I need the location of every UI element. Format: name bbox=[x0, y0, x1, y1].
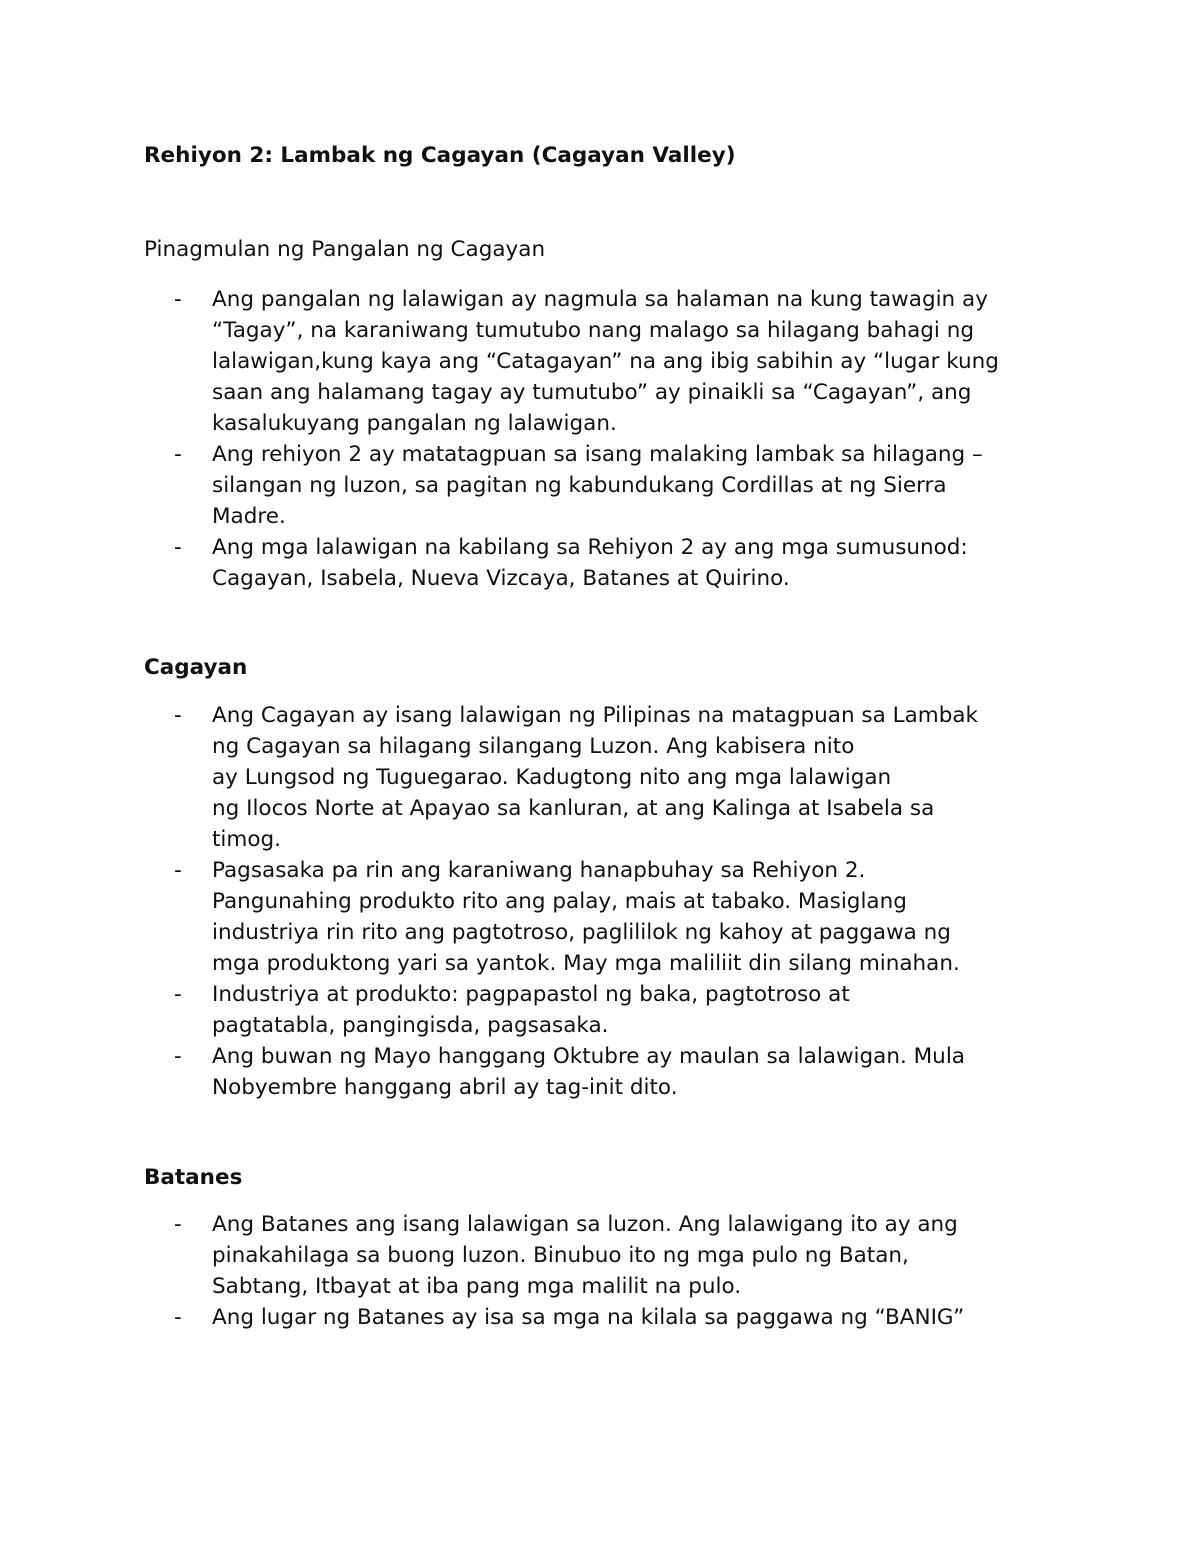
list-item bbox=[144, 700, 1064, 855]
bullet-dash: - bbox=[174, 442, 182, 467]
text-line: industriya rin rito ang pagtotroso, paglililok ng kahoy at paggawa ng bbox=[212, 920, 951, 945]
list-item bbox=[144, 439, 1064, 532]
page-title: Rehiyon 2: Lambak ng Cagayan (Cagayan Valley) bbox=[144, 143, 736, 168]
text-line: pinakahilaga sa buong luzon. Binubuo ito ng mga pulo ng Batan, bbox=[212, 1243, 909, 1268]
cagayan-bullet-list bbox=[144, 700, 1064, 1103]
batanes-heading: Batanes bbox=[144, 1165, 243, 1190]
text-line: Pangunahing produkto rito ang palay, mais at tabako. Masiglang bbox=[212, 889, 907, 914]
list-item bbox=[144, 1302, 1064, 1333]
text-line: lalawigan,kung kaya ang “Catagayan” na ang ibig sabihin ay “lugar kung bbox=[212, 349, 999, 374]
text-line: pagtatabla, pangingisda, pagsasaka. bbox=[212, 1013, 609, 1038]
bullet-dash: - bbox=[174, 982, 182, 1007]
bullet-dash: - bbox=[174, 858, 182, 883]
text-line: Nobyembre hanggang abril ay tag-init dito. bbox=[212, 1075, 678, 1100]
list-item bbox=[144, 979, 1064, 1041]
bullet-dash: - bbox=[174, 1212, 182, 1237]
text-line: Ang lugar ng Batanes ay isa sa mga na kilala sa paggawa ng “BANIG” bbox=[212, 1305, 965, 1330]
text-line: ng Cagayan sa hilagang silangang Luzon. Ang kabisera nito bbox=[212, 734, 855, 759]
bullet-dash: - bbox=[174, 1044, 182, 1069]
text-line: mga produktong yari sa yantok. May mga maliliit din silang minahan. bbox=[212, 951, 960, 976]
bullet-dash: - bbox=[174, 535, 182, 560]
list-item bbox=[144, 284, 1064, 439]
bullet-dash: - bbox=[174, 1305, 182, 1330]
text-line: Ang Batanes ang isang lalawigan sa luzon. Ang lalawigang ito ay ang bbox=[212, 1212, 958, 1237]
origin-bullet-list bbox=[144, 284, 1064, 594]
text-line: Pagsasaka pa rin ang karaniwang hanapbuhay sa Rehiyon 2. bbox=[212, 858, 866, 883]
list-item bbox=[144, 855, 1064, 979]
text-line: ng Ilocos Norte at Apayao sa kanluran, at ang Kalinga at Isabela sa bbox=[212, 796, 935, 821]
text-line: ay Lungsod ng Tuguegarao. Kadugtong nito ang mga lalawigan bbox=[212, 765, 892, 790]
list-item bbox=[144, 1041, 1064, 1103]
text-line: Ang pangalan ng lalawigan ay nagmula sa halaman na kung tawagin ay bbox=[212, 287, 988, 312]
bullet-dash: - bbox=[174, 287, 182, 312]
list-item bbox=[144, 1209, 1064, 1302]
text-line: timog. bbox=[212, 827, 281, 852]
section-subtitle: Pinagmulan ng Pangalan ng Cagayan bbox=[144, 237, 546, 262]
text-line: Madre. bbox=[212, 504, 286, 529]
cagayan-heading: Cagayan bbox=[144, 655, 248, 680]
text-line: silangan ng luzon, sa pagitan ng kabundukang Cordillas at ng Sierra bbox=[212, 473, 947, 498]
text-line: Ang rehiyon 2 ay matatagpuan sa isang malaking lambak sa hilagang – bbox=[212, 442, 983, 467]
text-line: Ang buwan ng Mayo hanggang Oktubre ay maulan sa lalawigan. Mula bbox=[212, 1044, 965, 1069]
text-line: Sabtang, Itbayat at iba pang mga malilit na pulo. bbox=[212, 1274, 742, 1299]
text-line: saan ang halamang tagay ay tumutubo” ay pinaikli sa “Cagayan”, ang bbox=[212, 380, 972, 405]
batanes-bullet-list bbox=[144, 1209, 1064, 1333]
list-item bbox=[144, 532, 1064, 594]
bullet-dash: - bbox=[174, 703, 182, 728]
text-line: Ang mga lalawigan na kabilang sa Rehiyon 2 ay ang mga sumusunod: bbox=[212, 535, 968, 560]
text-line: Industriya at produkto: pagpapastol ng baka, pagtotroso at bbox=[212, 982, 850, 1007]
text-line: Ang Cagayan ay isang lalawigan ng Pilipinas na matagpuan sa Lambak bbox=[212, 703, 978, 728]
text-line: “Tagay”, na karaniwang tumutubo nang malago sa hilagang bahagi ng bbox=[212, 318, 974, 343]
text-line: Cagayan, Isabela, Nueva Vizcaya, Batanes at Quirino. bbox=[212, 566, 790, 591]
text-line: kasalukuyang pangalan ng lalawigan. bbox=[212, 411, 617, 436]
